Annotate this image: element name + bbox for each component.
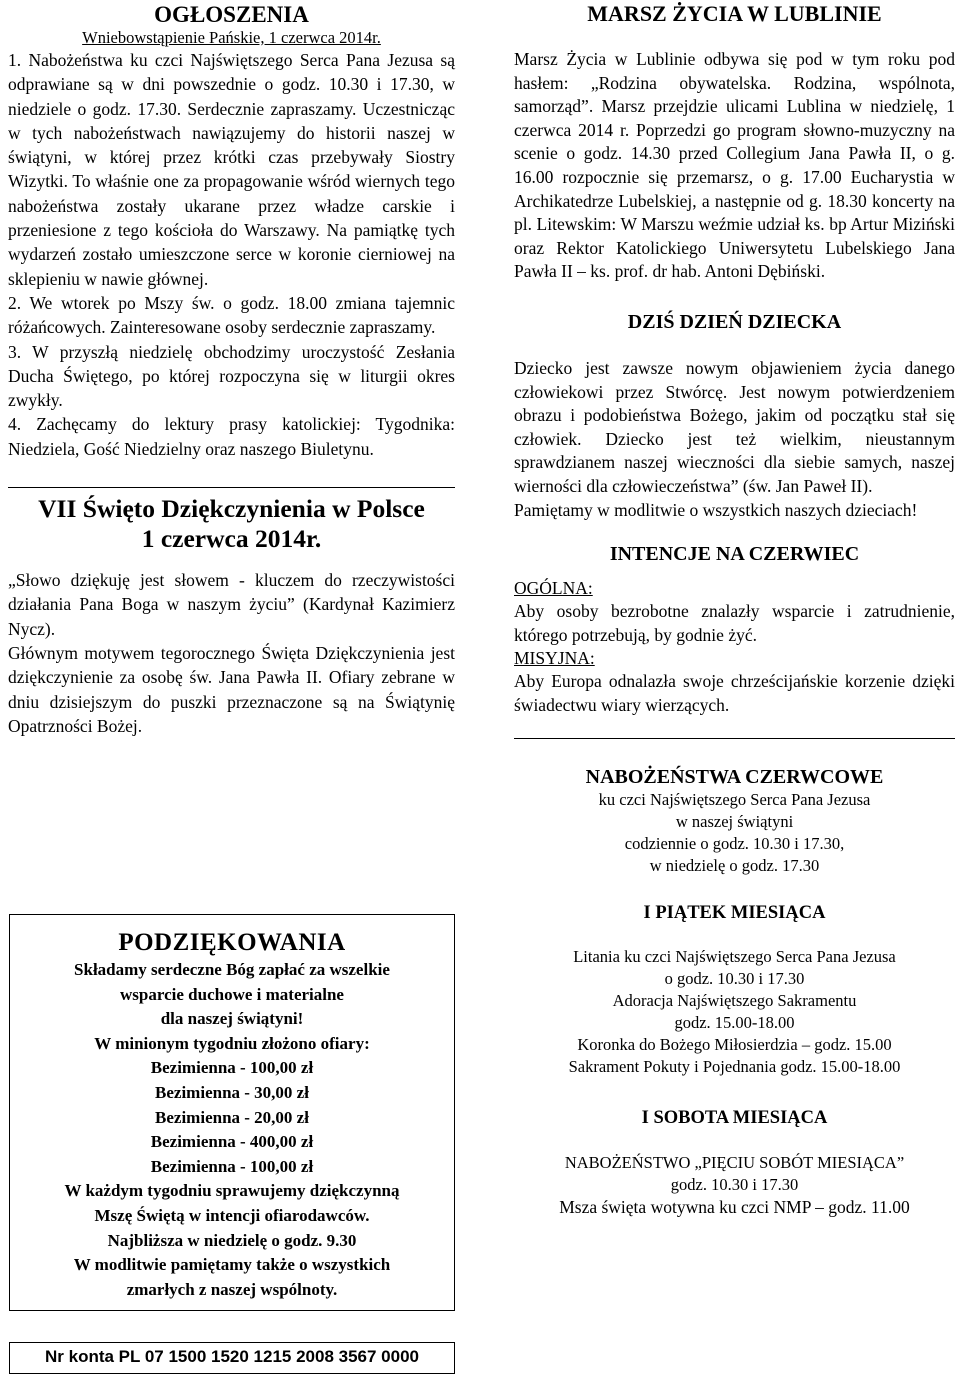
first-saturday-line: NABOŻEŃSTWO „PIĘCIU SOBÓT MIESIĄCA” <box>564 1153 905 1173</box>
thanksgiving-date: 1 czerwca 2014r. <box>141 524 322 554</box>
first-friday-line: Koronka do Bożego Miłosierdzia – godz. 15.00 <box>577 1035 892 1055</box>
account-box <box>9 1342 455 1374</box>
left-column <box>8 0 455 738</box>
first-friday-line: godz. 15.00-18.00 <box>674 1013 795 1033</box>
thanks-line: dla naszej świątyni! <box>160 1009 304 1029</box>
announcement-3: 3. W przyszłą niedzielę obchodzimy uroczystość Zesłania Ducha Świętego, po której rozpoczyna się w liturgii okres zwykły. <box>8 341 455 411</box>
right-column <box>514 0 955 1218</box>
june-services-line: ku czci Najświętszego Serca Pana Jezusa <box>598 790 871 810</box>
children-day-title: DZIŚ DZIEŃ DZIECKA <box>627 310 842 333</box>
donation-item: Bezimienna - 30,00 zł <box>155 1082 309 1102</box>
announcement-4: 4. Zachęcamy do lektury prasy katolickiej: Tygodnika: Niedziela, Gość Niedzielny oraz naszego Biuletynu. <box>8 414 455 459</box>
thanks-line: W każdym tygodniu sprawujemy dziękczynną <box>64 1181 400 1201</box>
first-saturday-line: godz. 10.30 i 17.30 <box>670 1175 799 1195</box>
intention-mission-label: MISYJNA: <box>514 648 595 669</box>
divider <box>8 487 455 488</box>
march-title: MARSZ ŻYCIA W LUBLINIE <box>587 1 882 26</box>
children-day-prayer: Pamiętamy w modlitwie o wszystkich naszych dzieciach! <box>514 499 918 520</box>
first-saturday-line: Msza święta wotywna ku czci NMP – godz. 11.00 <box>559 1197 910 1218</box>
june-services-line: w niedzielę o godz. 17.30 <box>649 856 820 876</box>
thanks-title: PODZIĘKOWANIA <box>118 929 346 956</box>
june-services-title: NABOŻEŃSTWA CZERWCOWE <box>585 766 884 789</box>
june-services-line: codziennie o godz. 10.30 i 17.30, <box>624 834 845 854</box>
donation-item: Bezimienna - 400,00 zł <box>150 1132 314 1152</box>
donation-item: Bezimienna - 20,00 zł <box>155 1107 309 1127</box>
announcement-2: 2. We wtorek po Mszy św. o godz. 18.00 zmiana tajemnic różańcowych. Zainteresowane osoby serdecznie zapraszamy. <box>8 292 455 338</box>
first-friday-line: o godz. 10.30 i 17.30 <box>664 969 805 989</box>
intention-mission-text: Aby Europa odnalazła swoje chrześcijańskie korzenie dzięki świadectwu wiary wierzących. <box>514 671 955 715</box>
thanks-box <box>9 914 455 1311</box>
thanks-line: wsparcie duchowe i materialne <box>120 984 344 1004</box>
first-friday-title: I PIĄTEK MIESIĄCA <box>643 903 826 924</box>
first-saturday-title: I SOBOTA MIESIĄCA <box>641 1108 828 1129</box>
thanks-line: zmarłych z naszej wspólnoty. <box>126 1279 338 1299</box>
announcements-subtitle: Wniebowstąpienie Pańskie, 1 czerwca 2014r. <box>82 28 381 47</box>
first-friday-line: Adoracja Najświętszego Sakramentu <box>612 991 857 1011</box>
first-friday-line: Sakrament Pokuty i Pojednania godz. 15.00-18.00 <box>568 1057 901 1077</box>
march-text: Marsz Życia w Lublinie odbywa się pod w tym roku pod hasłem: „Rodzina obywatelska. Rodzina, wspólnota, samorząd”. Marsz przejdzie ulicami Lublina w niedzielę, 1 czerwca 2014 r. Poprzedzi go program słowno-muzyczny na scenie o godz. 14.30 przed Collegium Jana Pawła II, o g. 16.00 rozpocznie się przemarsz, o g. 17.00 Eucharystia w Archikatedrze Lubelskiej, a następnie od g. 18.30 koncerty na pl. Litewskim: W Marszu weźmie udział ks. bp Artur Miziński oraz Rektor Katolickiego Uniwersytetu Lubelskiego Jana Pawła II – ks. prof. dr hab. Antoni Dębiński. <box>514 49 955 282</box>
thanks-line: W modlitwie pamiętamy także o wszystkich <box>73 1255 391 1275</box>
donation-item: Bezimienna - 100,00 zł <box>150 1058 314 1078</box>
children-day-text: Dziecko jest zawsze nowym objawieniem życia danego człowiekowi przez Stwórcę. Jest nowym potwierdzeniem obrazu i podobieństwa Bożego, jakim od początku stał się człowiek. Dziecko jest też wielkim, nieustannym sprawdzianem naszej wieczności dla siebie samych, naszej wierności dla człowieczeństwa” (św. Jan Paweł II). <box>514 357 955 496</box>
june-services-line: w naszej świątyni <box>675 812 794 832</box>
intentions-title: INTENCJE NA CZERWIEC <box>609 543 860 566</box>
thanksgiving-text: Głównym motywem tegorocznego Święta Dziękczynienia jest dziękczynienie za osobę św. Jana Pawła II. Ofiary zebrane w dniu dzisiejszym do puszki przeznaczone są na Świątynię Opatrzności Bożej. <box>8 642 455 736</box>
intention-general-text: Aby osoby bezrobotne znalazły wsparcie i zatrudnienie, którego potrzebują, by godnie żyć. <box>514 601 955 645</box>
thanks-line: W minionym tygodniu złożono ofiary: <box>94 1033 370 1053</box>
intention-general-label: OGÓLNA: <box>514 578 593 599</box>
bank-account-number: Nr konta PL 07 1500 1520 1215 2008 3567 0000 <box>45 1347 419 1366</box>
announcements-title: OGŁOSZENIA <box>154 2 309 27</box>
thanksgiving-quote: „Słowo dziękuję jest słowem - kluczem do rzeczywistości działania Pana Boga w naszym życiu” (Kardynał Kazimierz Nycz). <box>8 570 455 639</box>
announcement-1: 1. Nabożeństwa ku czci Najświętszego Serca Pana Jezusa są odprawiane są w dni powszednie o godz. 10.30 i 17.30, w niedziele o godz. 17.30. Serdecznie zapraszamy. Uczestnicząc w tych nabożeństwach nawiązujemy do historii naszej w świątyni, w której przez krótki czas przebywały Siostry Wizytki. To właśnie one za propagowanie wśród wiernych tego nabożeństwa zostały ukarane przez władze carskie i przeniesione z tego kościoła do Warszawy. Na pamiątkę tych wydarzeń zostało umieszczone serce w koronie cierniowej na sklepieniu w nawie głównej. <box>8 50 455 289</box>
divider <box>514 738 955 739</box>
thanksgiving-title: VII Święto Dziękczynienia w Polsce <box>38 494 425 524</box>
first-friday-line: Litania ku czci Najświętszego Serca Pana Jezusa <box>573 947 896 967</box>
thanks-line: Mszę Świętą w intencji ofiarodawców. <box>94 1205 370 1225</box>
thanks-line: Najbliższa w niedzielę o godz. 9.30 <box>107 1230 357 1250</box>
donation-item: Bezimienna - 100,00 zł <box>150 1156 314 1176</box>
thanks-line: Składamy serdeczne Bóg zapłać za wszelkie <box>74 960 390 979</box>
